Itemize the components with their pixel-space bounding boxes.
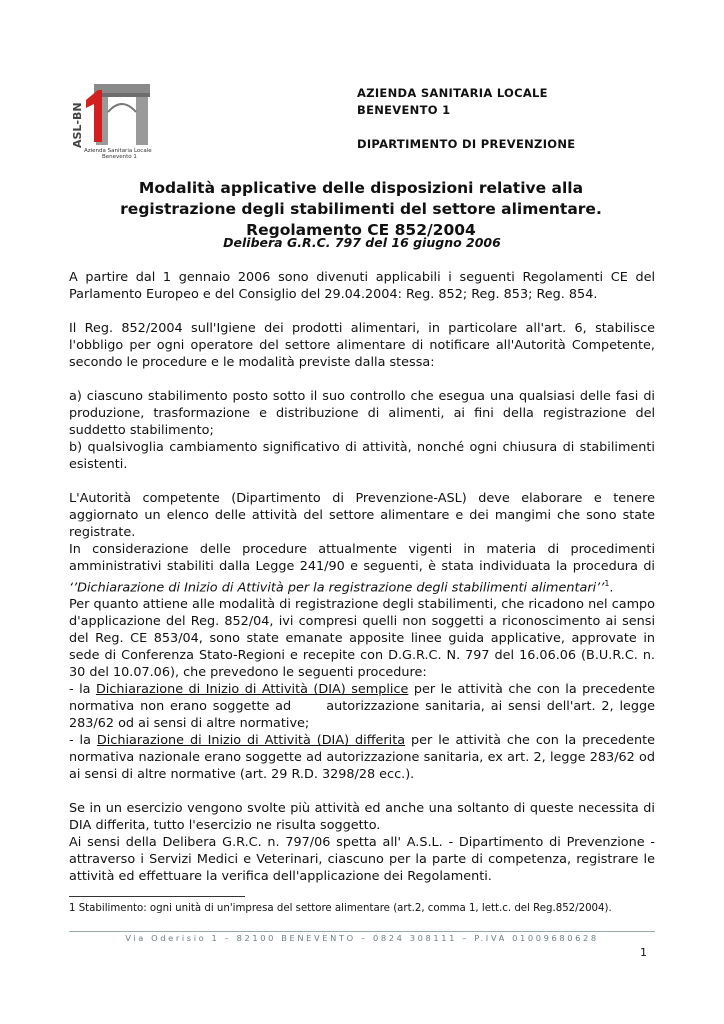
address-footer: Via Oderisio 1 – 82100 BENEVENTO – 0824 308111 – P.IVA 01009680628	[125, 933, 599, 943]
list-dash: - la	[69, 733, 97, 749]
logo-text: ASL-BN	[72, 102, 84, 148]
dia-semplice-label: Dichiarazione di Inizio di Attività (DIA) semplice	[95, 682, 409, 698]
paragraph-item-a: a) ciascuno stabilimento posto sotto il suo controllo che esegua una qualsiasi delle fasi di produzione, trasformazione e distribuzione di alimenti, ai fini della registrazione del suddetto stabilimento;	[69, 389, 655, 438]
dia-differita-text: per le attività che con la precedente normativa nazionale erano soggette ad autorizzazione sanitaria, ex art. 2, legge 283/62 od ai sensi di altre normative (art. 29 R.D. 3298/28 ecc.).	[69, 733, 655, 783]
footnote: 1 Stabilimento: ogni unità di un'impresa del settore alimentare (art.2, comma 1, lett.c. del Reg.852/2004).	[69, 903, 612, 914]
paragraph-multiple-activities: Se in un esercizio vengono svolte più attività ed anche una soltanto di queste necessita di DIA differita, tutto l'esercizio ne risulta soggetto.	[69, 801, 655, 834]
paragraph-procedure	[69, 541, 655, 596]
procedure-italic: ‘’Dichiarazione di Inizio di Attività per la registrazione degli stabilimenti alimentari’’	[69, 580, 605, 596]
org-name-line2: BENEVENTO 1	[357, 103, 451, 117]
address-divider	[69, 931, 655, 932]
list-item-dia-semplice	[69, 681, 660, 732]
document-body	[69, 269, 660, 885]
procedure-text: In considerazione delle procedure attualmente vigenti in materia di procedimenti amministrativi stabiliti dalla Legge 241/90 e seguenti, è stata individuata la procedura di	[69, 542, 655, 574]
list-dash: - la	[69, 682, 96, 698]
paragraph-registration: Per quanto attiene alle modalità di registrazione degli stabilimenti, che ricadono nel campo d'applicazione del Reg. 852/04, ivi compresi quelli non soggetti a riconoscimento ai sensi del Reg. CE 853/04, sono state emanate apposite linee guida applicative, approvate in sede di Conferenza Stato-Regioni e recepite con D.G.R.C. N. 797 del 16.06.06 (B.U.R.C. n. 30 del 10.07.06), che prevedono le seguenti procedure:	[69, 597, 655, 681]
footnote-divider	[69, 896, 245, 897]
document-subtitle: Delibera G.R.C. 797 del 16 giugno 2006	[223, 235, 501, 250]
paragraph-asl-duties: Ai sensi della Delibera G.R.C. n. 797/06 spetta all' A.S.L. - Dipartimento di Prevenzione - attraverso i Servizi Medici e Veterinari, ciascuno per la parte di competenza, registrare le attività ed effettuare la verifica dell'applicazione dei Regolamenti.	[69, 835, 655, 885]
footnote-ref: 1	[604, 579, 610, 588]
paragraph-intro: A partire dal 1 gennaio 2006 sono divenuti applicabili i seguenti Regolamenti CE del Parlamento Europeo e del Consiglio del 29.04.2004: Reg. 852; Reg. 853; Reg. 854.	[69, 270, 655, 302]
asl-logo	[72, 78, 154, 160]
paragraph-item-b: b) qualsivoglia cambiamento significativo di attività, nonché ogni chiusura di stabilimenti esistenti.	[69, 440, 655, 472]
paragraph-reg852: Il Reg. 852/2004 sull'Igiene dei prodotti alimentari, in particolare all'art. 6, stabilisce l'obbligo per ogni operatore del settore alimentare di notificare all'Autorità Competente, secondo le procedure e le modalità previste dalla stessa:	[69, 321, 655, 370]
list-item-dia-differita	[69, 732, 655, 783]
logo-caption-1: Azienda Sanitaria Locale	[84, 148, 152, 154]
page-number: 1	[640, 946, 647, 959]
procedure-end: .	[609, 580, 614, 596]
paragraph-authority: L'Autorità competente (Dipartimento di Prevenzione-ASL) deve elaborare e tenere aggiornato un elenco delle attività del settore alimentare e dei mangimi che sono state registrate.	[69, 491, 655, 540]
dia-semplice-text: per le attività che con la precedente normativa non erano soggette ad autorizzazione sanitaria, ai sensi dell'art. 2, legge 283/62 od ai sensi di altre normative;	[69, 682, 660, 732]
department-name: DIPARTIMENTO DI PREVENZIONE	[357, 137, 576, 151]
org-name-line1: AZIENDA SANITARIA LOCALE	[357, 86, 548, 100]
dia-differita-label: Dichiarazione di Inizio di Attività (DIA) differita	[96, 733, 406, 749]
document-title: Modalità applicative delle disposizioni relative alla registrazione degli stabilimenti del settore alimentare. Regolamento CE 852/2004	[120, 179, 602, 239]
logo-caption-2: Benevento 1	[102, 154, 137, 160]
